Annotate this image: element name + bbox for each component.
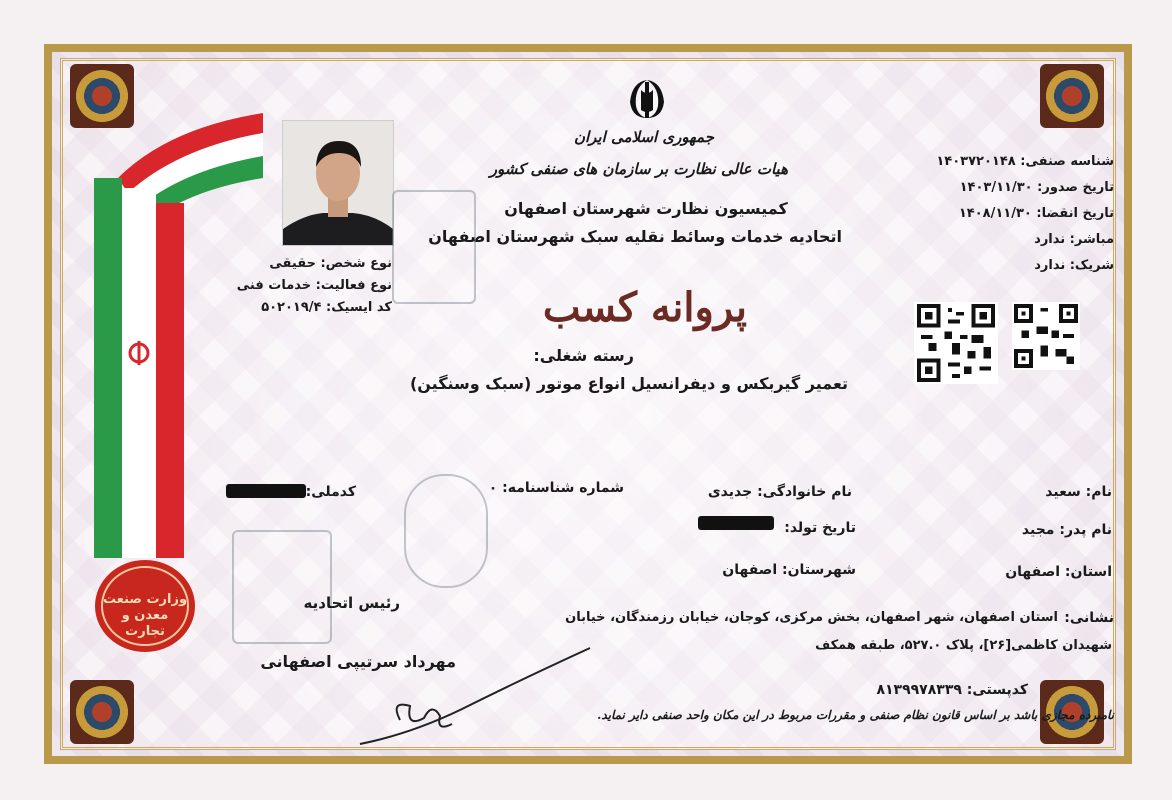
union-name: اتحادیه خدمات وسائط نقلیه سبک شهرستان اصفهان: [428, 227, 842, 246]
supervision-board: هیات عالی نظارت بر سازمان های صنفی کشور: [489, 160, 788, 178]
person-type: نوع شخص: حقیقی: [269, 256, 392, 271]
county: شهرستان: اصفهان: [722, 562, 856, 578]
activity-type: نوع فعالیت: خدمات فنی: [236, 278, 392, 293]
national-code-label: کدملی:: [305, 484, 356, 500]
manager: مباشر: ندارد: [1034, 232, 1114, 247]
union-stamp: [392, 190, 476, 304]
commission-name: کمیسیون نظارت شهرستان اصفهان: [504, 199, 788, 218]
isic-code: کد ایسیک: ۵۰۲۰۱۹/۴: [261, 300, 392, 315]
family-name: نام خانوادگی: جدیدی: [707, 484, 852, 500]
corner-ornament-top-right: [1040, 64, 1104, 128]
province: استان: اصفهان: [1005, 564, 1112, 580]
birth-date-label: تاریخ تولد:: [784, 520, 856, 536]
guild-value: تعمیر گیربکس و دیفرانسیل انواع موتور (سبک وسنگین): [409, 374, 848, 393]
round-stamp: [404, 474, 488, 588]
expiry-date: تاریخ انقضا: ۱۴۰۸/۱۱/۳۰: [958, 206, 1114, 221]
id-number: شماره شناسنامه: ۰: [488, 480, 624, 496]
address-line1: استان اصفهان، شهر اصفهان، بخش مرکزی، کوجان، خیابان رزمندگان، خیابان: [565, 610, 1058, 625]
birth-date-redacted: [698, 516, 774, 530]
first-name: نام: سعید: [1045, 484, 1112, 500]
seal-text: وزارت صنعت معدن و تجارت: [102, 592, 188, 639]
signer-role: رئیس اتحادیه: [303, 594, 400, 612]
signature-scribble-icon: [340, 640, 600, 750]
flag-ribbon-icon: [88, 108, 268, 568]
qr-code-icon: [914, 302, 998, 384]
guild-id: شناسه صنفی: ۱۴۰۳۷۲۰۱۴۸: [936, 154, 1114, 169]
partner: شریک: ندارد: [1034, 258, 1114, 273]
iran-emblem-icon: [622, 74, 672, 124]
document-title: پروانه کسب: [542, 284, 748, 331]
address-label: نشانی:: [1064, 610, 1114, 626]
qr-code-small-icon: [1012, 302, 1080, 370]
father-name: نام پدر: مجید: [1021, 522, 1112, 538]
footer-note: نامبرده مجازی باشد بر اساس قانون نظام صنفی و مقررات مربوط در این مکان واحد صنفی دایر نماید.: [597, 708, 1114, 722]
signer-name: مهرداد سرتیپی اصفهانی: [260, 652, 456, 671]
issue-date: تاریخ صدور: ۱۴۰۳/۱۱/۳۰: [959, 180, 1114, 195]
country-name: جمهوری اسلامی ایران: [573, 128, 714, 146]
square-stamp: [232, 530, 332, 644]
applicant-photo: [282, 120, 394, 246]
guild-label: رسته شغلی:: [533, 346, 634, 365]
national-code-redacted: [226, 484, 306, 498]
postal-code: کدپستی: ۸۱۳۹۹۷۸۳۳۹: [876, 682, 1028, 698]
address-line2: شهیدان کاظمی[۲۶]، پلاک ۵۲۷.۰، طبقه همکف: [815, 638, 1112, 653]
corner-ornament-bottom-left: [70, 680, 134, 744]
